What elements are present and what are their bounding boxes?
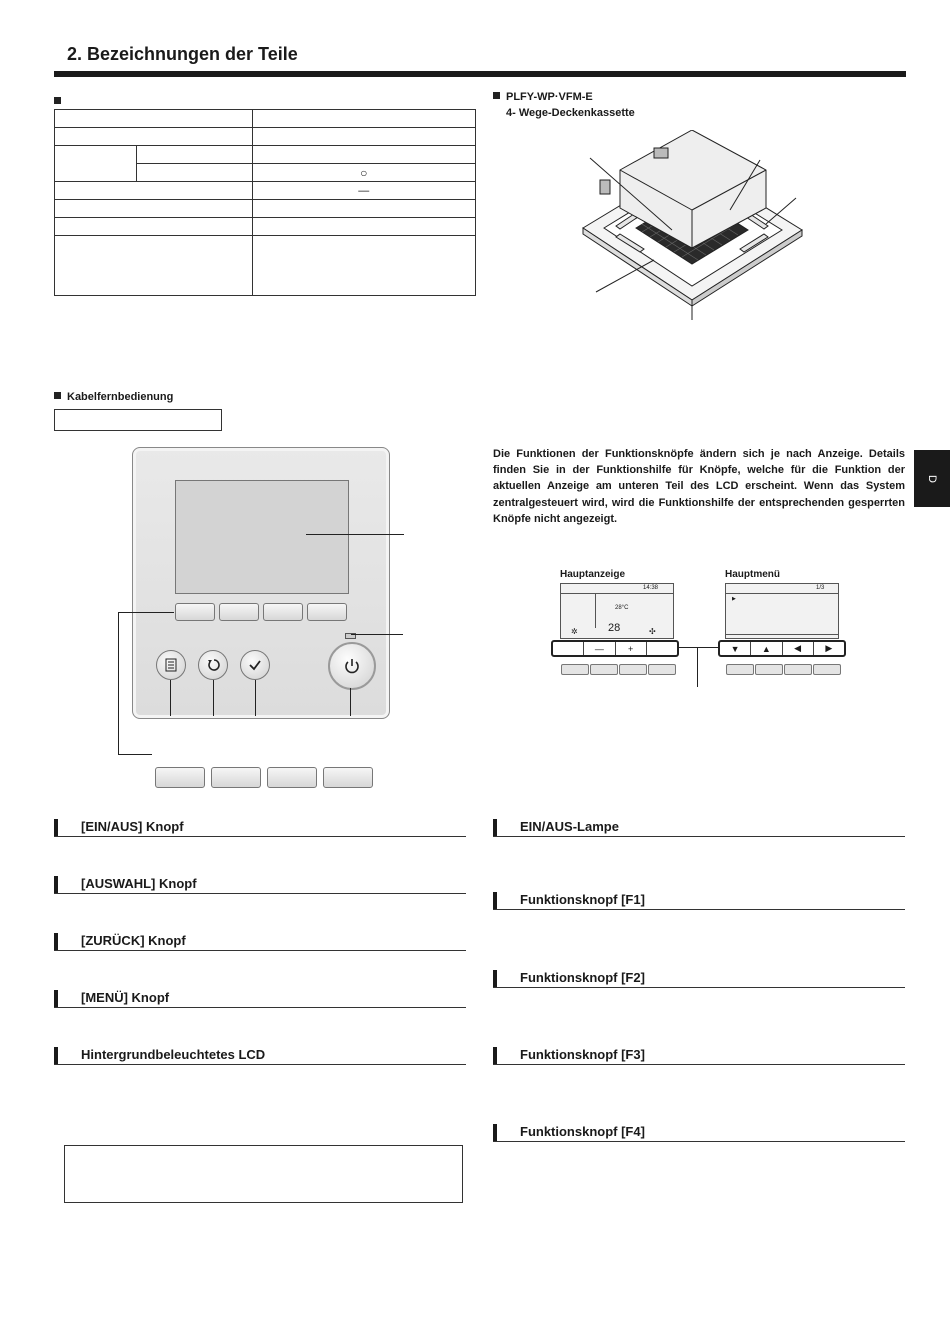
remote-lcd	[175, 480, 349, 594]
main-display-temp-big: 28	[608, 622, 621, 634]
main-display-label: Hauptanzeige	[560, 569, 626, 580]
main-menu-label: Hauptmenü	[725, 569, 780, 580]
down-label: ▼	[720, 642, 751, 655]
part-heading: EIN/AUS-Lampe	[520, 819, 619, 834]
on-off-button[interactable]	[328, 642, 376, 690]
section-rule	[493, 1141, 905, 1142]
model-name: PLFY-WP·VFM-E	[506, 91, 593, 103]
mini-f4-button	[648, 664, 676, 675]
part-heading: [AUSWAHL] Knopf	[81, 876, 197, 891]
main-menu-function-bar	[718, 640, 846, 657]
description-text: Die Funktionen der Funktionsknöpfe ändern sich je nach Anzeige. Details finden Sie in der Funktionshilfe für Knöpfe, welche für die Funktion der aktuellen Anzeige am unteren Teil des LCD erscheint. Wenn das System zentralgesteuert wird, wird die Funktionshilfe der entsprechenden gesperrten Knöpfe nicht angezeigt.	[493, 448, 905, 525]
plus-label: +	[616, 642, 647, 655]
mini-f4-button	[813, 664, 841, 675]
cassette-illustration	[580, 130, 810, 325]
section-bar	[54, 1047, 58, 1064]
lcd-leader	[306, 534, 404, 535]
menu-button[interactable]	[156, 650, 186, 680]
fbtn-leader-end	[118, 754, 152, 755]
minus-label: —	[584, 642, 615, 655]
part-heading: [EIN/AUS] Knopf	[81, 819, 184, 834]
up-label: ▲	[751, 642, 782, 655]
main-menu-screen	[725, 583, 839, 639]
section-bar	[493, 1124, 497, 1141]
return-button[interactable]	[198, 650, 228, 680]
remote-model-box	[54, 409, 222, 431]
section-bar	[54, 933, 58, 950]
mini-f3-button	[619, 664, 647, 675]
f3-button[interactable]	[263, 603, 303, 621]
onoff-leader	[350, 688, 351, 716]
section-bar	[493, 892, 497, 909]
main-display-function-bar	[551, 640, 679, 657]
page-title: 2. Bezeichnungen der Teile	[67, 44, 298, 64]
power-icon	[343, 657, 361, 675]
remote-section-heading	[54, 391, 173, 403]
section-rule	[54, 893, 466, 894]
right-label: ▶	[825, 643, 833, 653]
section-rule	[54, 1007, 466, 1008]
mini-f1-button	[561, 664, 589, 675]
part-heading: Funktionsknopf [F1]	[520, 892, 645, 907]
menu-leader	[170, 680, 171, 716]
mini-f1-button	[726, 664, 754, 675]
table-row	[55, 128, 476, 146]
model-type: 4- Wege-Deckenkassette	[506, 107, 635, 119]
title-rule	[54, 71, 906, 77]
section-bar	[54, 990, 58, 1007]
section-bar	[493, 1047, 497, 1064]
return-icon	[206, 658, 220, 672]
section-rule	[54, 836, 466, 837]
section-rule	[54, 950, 466, 951]
menu-icon	[164, 658, 178, 672]
table-row	[55, 146, 476, 164]
select-leader	[255, 680, 256, 716]
check-icon	[248, 658, 262, 672]
part-heading: [ZURÜCK] Knopf	[81, 933, 186, 948]
language-tab-label: D	[925, 474, 938, 483]
lamp-leader	[351, 634, 403, 635]
section-rule	[493, 987, 905, 988]
table-row	[55, 200, 476, 218]
remote-section-label: Kabelfernbedienung	[67, 391, 174, 403]
table-heading-marker	[54, 92, 67, 110]
mini-f3-button	[784, 664, 812, 675]
mode-icon: ✲	[571, 627, 578, 636]
table-row	[55, 218, 476, 236]
section-bar	[54, 819, 58, 836]
f4-button-large[interactable]	[323, 767, 373, 788]
f1-button-large[interactable]	[155, 767, 205, 788]
section-rule	[54, 1064, 466, 1065]
model-heading	[493, 91, 593, 103]
main-display-temp-small: 28°C	[615, 605, 629, 611]
section-bar	[54, 876, 58, 893]
spec-table	[54, 109, 476, 296]
circle-mark: ○	[252, 164, 476, 182]
section-rule	[493, 1064, 905, 1065]
section-rule	[493, 909, 905, 910]
fan-icon: ✣	[649, 627, 656, 636]
section-rule	[493, 836, 905, 837]
main-menu-page: 1/3	[816, 585, 825, 591]
main-display-time: 14:38	[643, 585, 659, 591]
bar-connector-down	[697, 647, 698, 687]
f2-button[interactable]	[219, 603, 259, 621]
part-heading: Funktionsknopf [F4]	[520, 1124, 645, 1139]
f3-button-large[interactable]	[267, 767, 317, 788]
table-row	[55, 236, 476, 296]
f1-button[interactable]	[175, 603, 215, 621]
part-heading: Funktionsknopf [F3]	[520, 1047, 645, 1062]
part-heading: [MENÜ] Knopf	[81, 990, 170, 1005]
f2-button-large[interactable]	[211, 767, 261, 788]
table-row	[55, 110, 476, 128]
section-bar	[493, 819, 497, 836]
note-box	[64, 1145, 463, 1203]
left-label: ◀	[783, 642, 814, 655]
f4-button[interactable]	[307, 603, 347, 621]
main-display-screen	[560, 583, 674, 639]
mini-f2-button	[755, 664, 783, 675]
menu-cursor-icon: ▶	[732, 596, 736, 602]
return-leader	[213, 680, 214, 716]
fbtn-leader-v	[118, 612, 119, 755]
dash-mark: —	[252, 182, 476, 200]
mini-f2-button	[590, 664, 618, 675]
select-button[interactable]	[240, 650, 270, 680]
part-heading: Funktionsknopf [F2]	[520, 970, 645, 985]
section-bar	[493, 970, 497, 987]
fbtn-leader-h	[118, 612, 174, 613]
part-heading: Hintergrundbeleuchtetes LCD	[81, 1047, 266, 1062]
table-row	[55, 182, 476, 200]
language-tab	[914, 450, 950, 507]
